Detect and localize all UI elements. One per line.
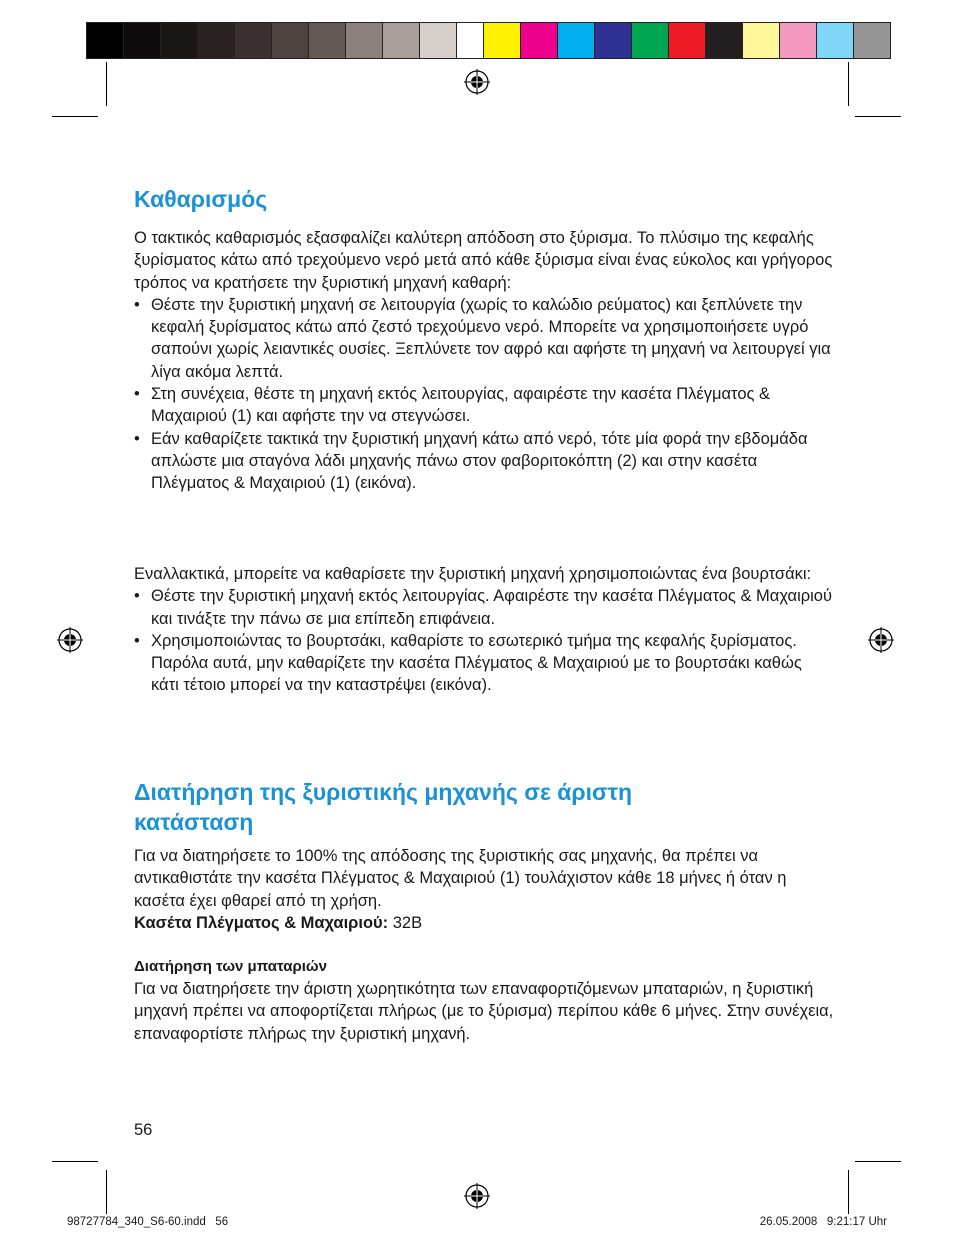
process-color-bar [483, 22, 891, 59]
battery-heading: Διατήρηση των μπαταριών [134, 958, 327, 976]
color-swatch [271, 23, 308, 58]
color-swatch [853, 23, 890, 58]
registration-mark-icon [57, 627, 83, 653]
gray-color-bar [86, 22, 494, 59]
color-swatch [520, 23, 557, 58]
list-item: • Χρησιμοποιώντας το βουρτσάκι, καθαρίστε το εσωτερικό τμήμα της κεφαλής ξυρίσματος. Παρόλα αυτά, μην καθαρίζετε την κασέτα Πλέγματος & Μαχαιριού με το βουρτσάκι καθώς κάτι τέτοιο μπορεί να την καταστρέψει (εικόνα). [134, 630, 834, 697]
replacement-part-label: Κασέτα Πλέγματος & Μαχαιριού: [134, 913, 389, 932]
crop-mark [855, 1161, 901, 1162]
crop-mark [106, 62, 107, 106]
color-swatch [308, 23, 345, 58]
color-swatch [87, 23, 123, 58]
slug-file-info: 98727784_340_S6-60.indd 56 [67, 1216, 229, 1228]
color-swatch [419, 23, 456, 58]
registration-mark-icon [868, 627, 894, 653]
list-item: • Θέστε την ξυριστική μηχανή εκτός λειτουργίας. Αφαιρέστε την κασέτα Πλέγματος & Μαχαιριού και τινάξτε την πάνω σε μια επίπεδη επιφάνεια. [134, 585, 834, 630]
maintenance-heading [134, 777, 834, 837]
crop-mark [848, 62, 849, 106]
color-swatch [382, 23, 419, 58]
crop-mark [855, 116, 901, 117]
list-item: • Θέστε την ξυριστική μηχανή σε λειτουργία (χωρίς το καλώδιο ρεύματος) και ξεπλύνετε την κεφαλή ξυρίσματος κάτω από ζεστό τρεχούμενο νερό. Μπορείτε να χρησιμοποιήσετε υγρό σαπούνι χωρίς λειαντικές ουσίες. Ξεπλύνετε τον αφρό και αφήστε τη μηχανή να λειτουργεί για λίγα ακόμα λεπτά. [134, 294, 834, 383]
color-swatch [668, 23, 705, 58]
color-swatch [484, 23, 520, 58]
replacement-part-value: 32B [388, 913, 423, 932]
color-swatch [742, 23, 779, 58]
slug-date-info: 26.05.2008 9:21:17 Uhr [759, 1216, 887, 1228]
cleaning-section [134, 186, 834, 495]
replacement-part [134, 912, 834, 934]
maintenance-intro: Για να διατηρήσετε το 100% της απόδοσης της ξυριστικής σας μηχανής, θα πρέπει να αντικαθιστάτε την κασέτα Πλέγματος & Μαχαιριού (1) τουλάχιστον κάθε 18 μήνες ή όταν η κασέτα έχει φθαρεί από τη χρήση. [134, 847, 787, 910]
maintenance-section [134, 777, 834, 1045]
brush-steps-list [134, 585, 834, 696]
crop-mark [106, 1170, 107, 1214]
crop-mark [848, 1170, 849, 1214]
color-swatch [816, 23, 853, 58]
cleaning-intro: Ο τακτικός καθαρισμός εξασφαλίζει καλύτερη απόδοση στο ξύρισμα. Το πλύσιμο της κεφαλής ξυρίσματος κάτω από τρεχούμενο νερό μετά από κάθε ξύρισμα είναι ένας εύκολος και γρήγορος τρόπος να κρατήσετε την ξυριστική μηχανή καθαρή: [134, 229, 833, 292]
color-swatch [557, 23, 594, 58]
brush-cleaning-section [134, 563, 834, 697]
color-swatch [123, 23, 160, 58]
crop-mark [52, 116, 98, 117]
color-swatch [197, 23, 234, 58]
color-swatch [631, 23, 668, 58]
maintenance-heading-line1: Διατήρηση της ξυριστικής μηχανής σε άριστη [134, 779, 633, 805]
color-swatch [345, 23, 382, 58]
color-swatch [779, 23, 816, 58]
registration-mark-icon [464, 69, 490, 95]
color-swatch [705, 23, 742, 58]
brush-intro: Εναλλακτικά, μπορείτε να καθαρίσετε την ξυριστική μηχανή χρησιμοποιώντας ένα βουρτσάκι: [134, 565, 812, 583]
maintenance-heading-line2: κατάσταση [134, 809, 254, 835]
cleaning-heading: Καθαρισμός [134, 186, 268, 212]
list-item: • Εάν καθαρίζετε τακτικά την ξυριστική μηχανή κάτω από νερό, τότε μία φορά την εβδομάδα απλώστε μια σταγόνα λάδι μηχανής πάνω στον φαβοριτοκόπτη (2) και στην κασέτα Πλέγματος & Μαχαιριού (1) (εικόνα). [134, 428, 834, 495]
registration-mark-icon [464, 1183, 490, 1209]
color-swatch [234, 23, 271, 58]
color-swatch [594, 23, 631, 58]
list-item: • Στη συνέχεια, θέστε τη μηχανή εκτός λειτουργίας, αφαιρέστε την κασέτα Πλέγματος & Μαχαιριού (1) και αφήστε την να στεγνώσει. [134, 383, 834, 428]
crop-mark [52, 1161, 98, 1162]
page-number: 56 [134, 1121, 153, 1139]
color-swatch [160, 23, 197, 58]
cleaning-steps-list [134, 294, 834, 495]
battery-text: Για να διατηρήσετε την άριστη χωρητικότητα των επαναφορτιζόμενων μπαταριών, η ξυριστική μηχανή πρέπει να αποφορτίζεται πλήρως (με το ξύρισμα) περίπου κάθε 6 μήνες. Στην συνέχεια, επαναφορτίστε πλήρως την ξυριστική μηχανή. [134, 980, 834, 1043]
